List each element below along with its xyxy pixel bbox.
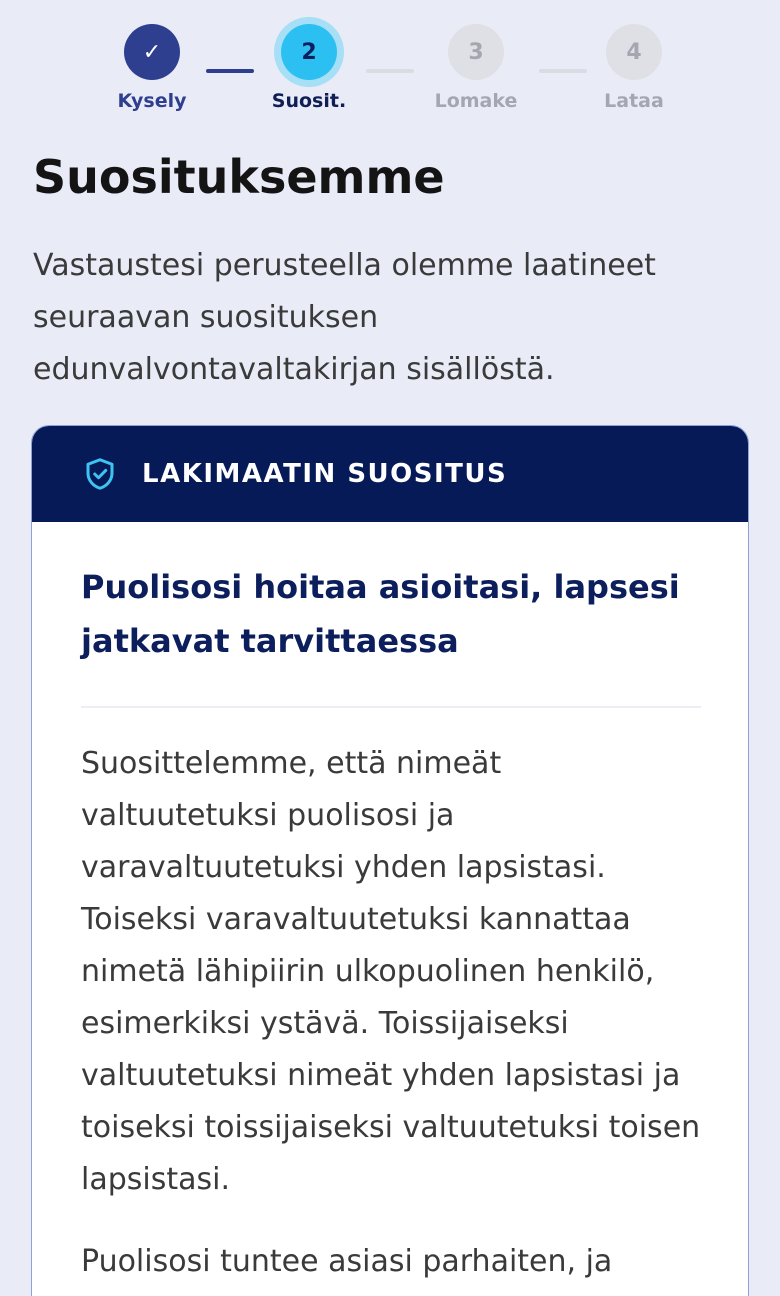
shield-check-icon	[82, 456, 118, 492]
recommendation-card	[31, 425, 749, 1296]
step-connector-2	[366, 69, 414, 73]
page-title: Suosituksemme	[33, 150, 445, 204]
step-1-label[interactable]: Kysely	[117, 90, 187, 112]
step-2-label: Suosit.	[271, 90, 347, 112]
recommendation-title: Puolisosi hoitaa asioitasi, lapsesi jatkavat tarvittaessa	[81, 568, 680, 660]
step-4-label: Lataa	[604, 90, 664, 112]
card-body	[32, 522, 748, 1288]
card-header	[32, 426, 748, 522]
step-connector-1	[206, 69, 254, 73]
step-1-complete-check-icon[interactable]: ✓	[124, 24, 180, 80]
intro-text: Vastaustesi perusteella olemme laatineet seuraavan suosituksen edunvalvontavaltakirjan sisällöstä.	[33, 248, 656, 387]
recommendation-paragraph-2: Puolisosi tuntee asiasi parhaiten, ja	[81, 1244, 613, 1279]
step-3-label: Lomake	[434, 90, 518, 112]
recommendation-paragraph-1: Suosittelemme, että nimeät valtuutetuksi puolisosi ja varavaltuutetuksi yhden lapsistasi. Toiseksi varavaltuutetuksi kannattaa nimetä lähipiirin ulkopuolinen henkilö, esimerkiksi ystävä. Toissijaiseksi valtuutetuksi nimeät yhden lapsistasi ja toiseksi toissijaiseksi valtuutetuksi toisen lapsistasi.	[81, 746, 701, 1197]
card-header-label: LAKIMAATIN SUOSITUS	[142, 459, 508, 489]
divider	[81, 706, 701, 708]
step-2-current[interactable]: 2	[281, 24, 337, 80]
step-3-upcoming: 3	[448, 24, 504, 80]
step-connector-3	[539, 69, 587, 73]
progress-stepper	[0, 0, 780, 120]
step-4-upcoming: 4	[606, 24, 662, 80]
